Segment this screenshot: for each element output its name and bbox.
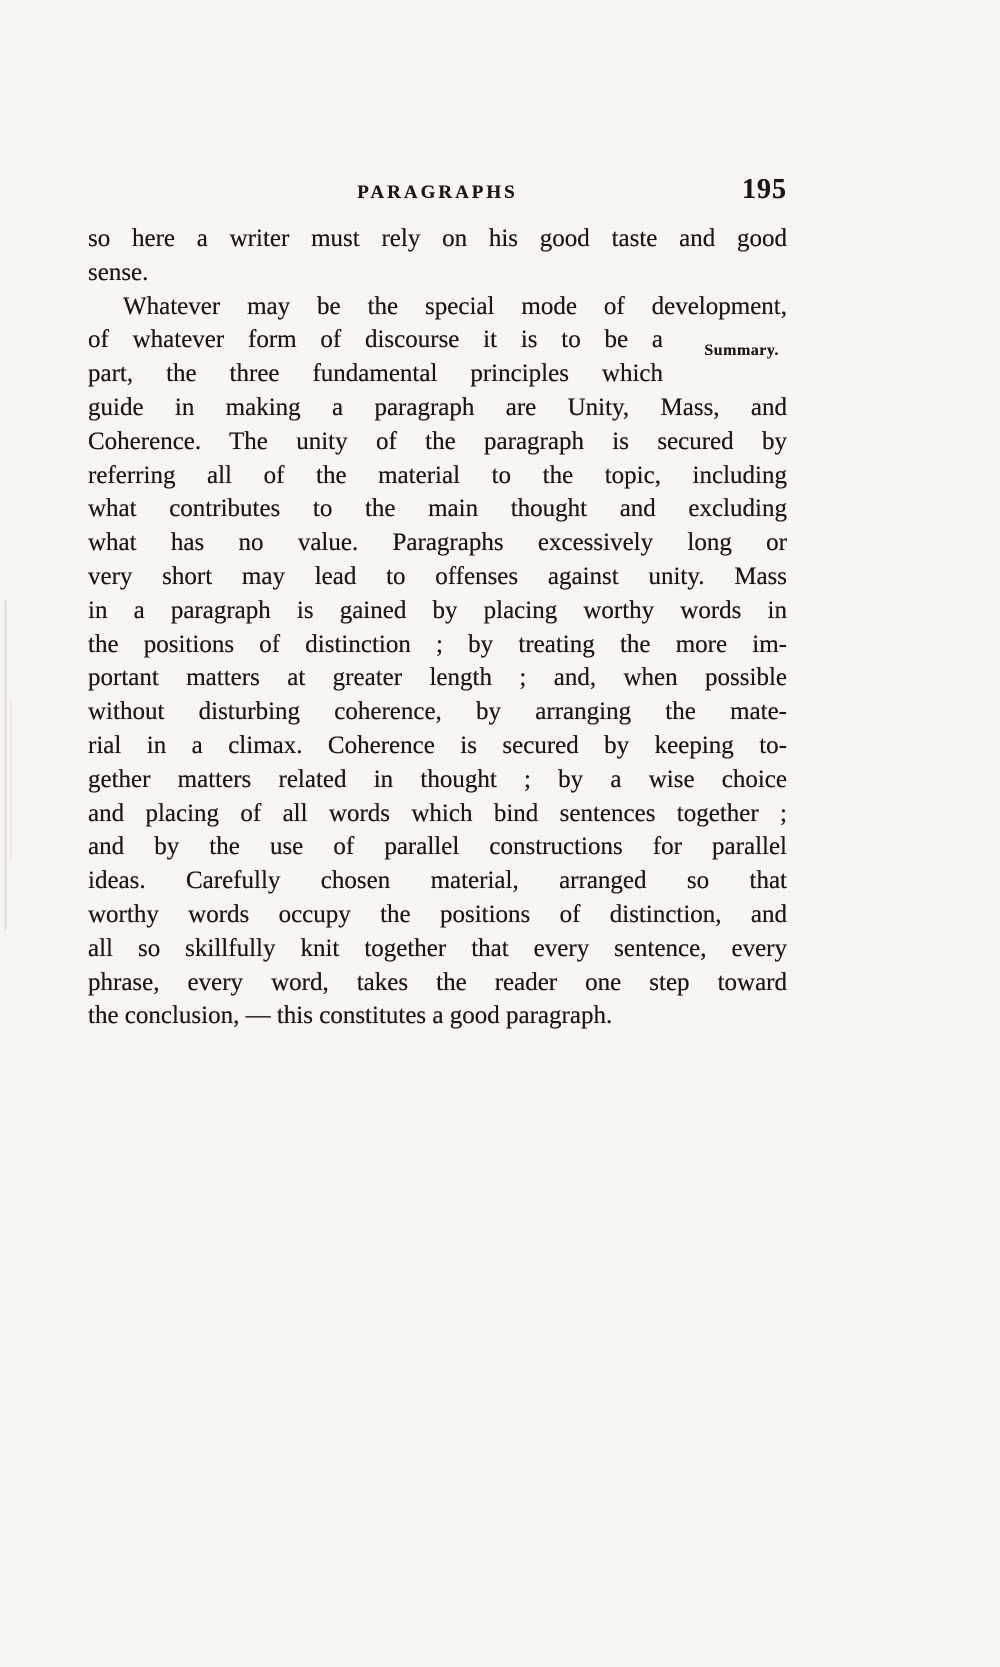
text-line: Whatever may be the special mode of development, xyxy=(123,292,787,320)
text-line: all so skillfully knit together that every sentence, every xyxy=(88,934,787,962)
running-title: PARAGRAPHS xyxy=(357,182,518,203)
text-line: phrase, every word, takes the reader one step toward xyxy=(88,968,787,996)
text-line: ideas. Carefully chosen material, arranged so that xyxy=(88,867,787,895)
text-line: very short may lead to offenses against unity. Mass xyxy=(88,562,787,590)
text-line: sense. xyxy=(88,258,149,286)
text-line: and by the use of parallel constructions for parallel xyxy=(88,833,787,861)
paragraph-continuation xyxy=(88,222,787,290)
scan-artifact xyxy=(10,700,12,860)
text-line: referring all of the material to the topic, including xyxy=(88,461,787,489)
text-line: without disturbing coherence, by arranging the mate- xyxy=(88,698,787,726)
sidenote-summary: Summary. xyxy=(704,341,779,359)
text-line: rial in a climax. Coherence is secured by keeping to- xyxy=(88,731,787,759)
text-line: worthy words occupy the positions of distinction, and xyxy=(88,900,787,928)
text-line: gether matters related in thought ; by a wise choice xyxy=(88,765,787,793)
page-number: 195 xyxy=(742,174,787,205)
text-line: part, the three fundamental principles which xyxy=(88,360,663,388)
page-header xyxy=(88,176,787,222)
text-line: Coherence. The unity of the paragraph is secured by xyxy=(88,427,787,455)
text-line: the conclusion, — this constitutes a good paragraph. xyxy=(88,1002,613,1030)
text-line: in a paragraph is gained by placing worthy words in xyxy=(88,596,787,624)
page-content xyxy=(88,176,787,1033)
text-line: portant matters at greater length ; and, when possible xyxy=(88,664,787,692)
scan-artifact xyxy=(4,600,7,930)
text-line: what contributes to the main thought and excluding xyxy=(88,495,787,523)
text-line: so here a writer must rely on his good taste and good xyxy=(88,225,787,252)
paragraph-summary xyxy=(88,290,787,1034)
text-line: guide in making a paragraph are Unity, Mass, and xyxy=(88,393,787,421)
text-line: the positions of distinction ; by treating the more im- xyxy=(88,630,787,658)
text-line: what has no value. Paragraphs excessively long or xyxy=(88,529,787,557)
text-line: and placing of all words which bind sentences together ; xyxy=(88,799,787,827)
text-line: of whatever form of discourse it is to be a xyxy=(88,326,663,354)
